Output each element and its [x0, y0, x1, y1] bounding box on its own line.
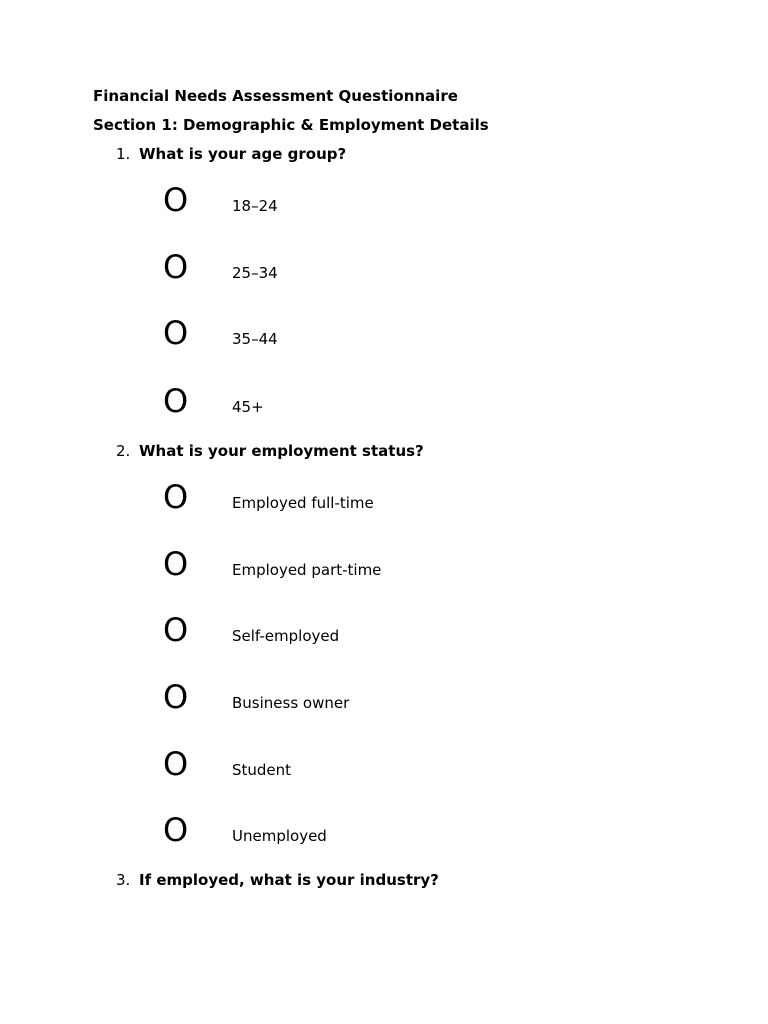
option-unemployed[interactable] [0, 812, 768, 852]
option-age-35-44[interactable] [0, 315, 768, 355]
option-label: 25–34 [232, 264, 278, 282]
question-number: 3. [116, 871, 131, 889]
option-label: 35–44 [232, 330, 278, 348]
option-age-25-34[interactable] [0, 249, 768, 289]
question-1 [0, 145, 768, 163]
document-title: Financial Needs Assessment Questionnaire [93, 87, 458, 105]
question-2 [0, 442, 768, 460]
radio-button-icon[interactable]: O [163, 611, 189, 649]
option-label: 45+ [232, 398, 264, 416]
question-3 [0, 871, 768, 889]
radio-button-icon[interactable]: O [163, 478, 189, 516]
question-text: What is your employment status? [139, 442, 424, 460]
radio-button-icon[interactable]: O [163, 382, 189, 420]
option-label: 18–24 [232, 197, 278, 215]
option-self-employed[interactable] [0, 612, 768, 652]
radio-button-icon[interactable]: O [163, 248, 189, 286]
radio-button-icon[interactable]: O [163, 314, 189, 352]
question-number: 2. [116, 442, 131, 460]
radio-button-icon[interactable]: O [163, 181, 189, 219]
option-age-45-plus[interactable] [0, 383, 768, 423]
section-title: Section 1: Demographic & Employment Details [93, 116, 489, 134]
option-label: Business owner [232, 694, 350, 712]
option-employed-part-time[interactable] [0, 546, 768, 586]
option-label: Unemployed [232, 827, 327, 845]
option-business-owner[interactable] [0, 679, 768, 719]
option-label: Self-employed [232, 627, 340, 645]
option-employed-full-time[interactable] [0, 479, 768, 519]
question-text: What is your age group? [139, 145, 347, 163]
radio-button-icon[interactable]: O [163, 678, 189, 716]
question-text: If employed, what is your industry? [139, 871, 439, 889]
question-number: 1. [116, 145, 131, 163]
option-label: Employed full-time [232, 494, 374, 512]
radio-button-icon[interactable]: O [163, 745, 189, 783]
option-label: Employed part-time [232, 561, 382, 579]
option-label: Student [232, 761, 292, 779]
option-student[interactable] [0, 746, 768, 786]
radio-button-icon[interactable]: O [163, 545, 189, 583]
option-age-18-24[interactable] [0, 182, 768, 222]
radio-button-icon[interactable]: O [163, 811, 189, 849]
